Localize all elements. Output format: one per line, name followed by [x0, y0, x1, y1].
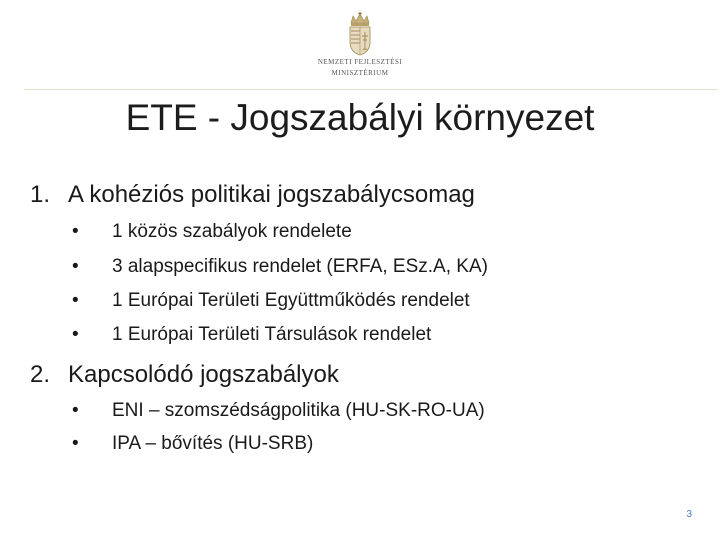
section-number: 1.: [30, 181, 51, 208]
bullet-icon: •: [72, 433, 79, 454]
section-heading-1: [30, 180, 475, 210]
list-item-text: IPA – bővítés (HU-SRB): [112, 433, 314, 454]
page-number: 3: [686, 509, 692, 520]
ministry-name-line1: NEMZETI FEJLESZTÉSI: [317, 58, 403, 66]
slide-title: ETE - Jogszabályi környezet: [125, 97, 595, 138]
bullet-icon: •: [72, 290, 79, 311]
list-item: [72, 322, 431, 348]
list-item-text: 3 alapspecifikus rendelet (ERFA, ESz.A, KA): [112, 256, 488, 277]
ministry-logo: [300, 12, 420, 84]
bullet-icon: •: [72, 400, 79, 421]
list-item: [72, 288, 470, 314]
list-item: [72, 431, 313, 457]
list-item: [72, 398, 485, 424]
bullet-icon: •: [72, 256, 79, 277]
bullet-icon: •: [72, 324, 79, 345]
header-divider: [24, 89, 718, 90]
list-item-text: ENI – szomszédságpolitika (HU-SK-RO-UA): [112, 400, 485, 421]
section-heading-text: A kohéziós politikai jogszabálycsomag: [68, 181, 475, 208]
list-item-text: 1 Európai Területi Társulások rendelet: [112, 324, 432, 345]
section-heading-text: Kapcsolódó jogszabályok: [68, 361, 339, 388]
section-heading-2: [30, 360, 339, 390]
list-item-text: 1 Európai Területi Együttműködés rendelet: [112, 290, 470, 311]
section-number: 2.: [30, 361, 51, 388]
list-item: [72, 254, 488, 280]
bullet-icon: •: [72, 221, 79, 242]
ministry-name-line2: MINISZTÉRIUM: [331, 69, 389, 77]
list-item: [72, 219, 352, 245]
list-item-text: 1 közös szabályok rendelete: [112, 221, 352, 242]
coat-of-arms-icon: [345, 12, 375, 56]
